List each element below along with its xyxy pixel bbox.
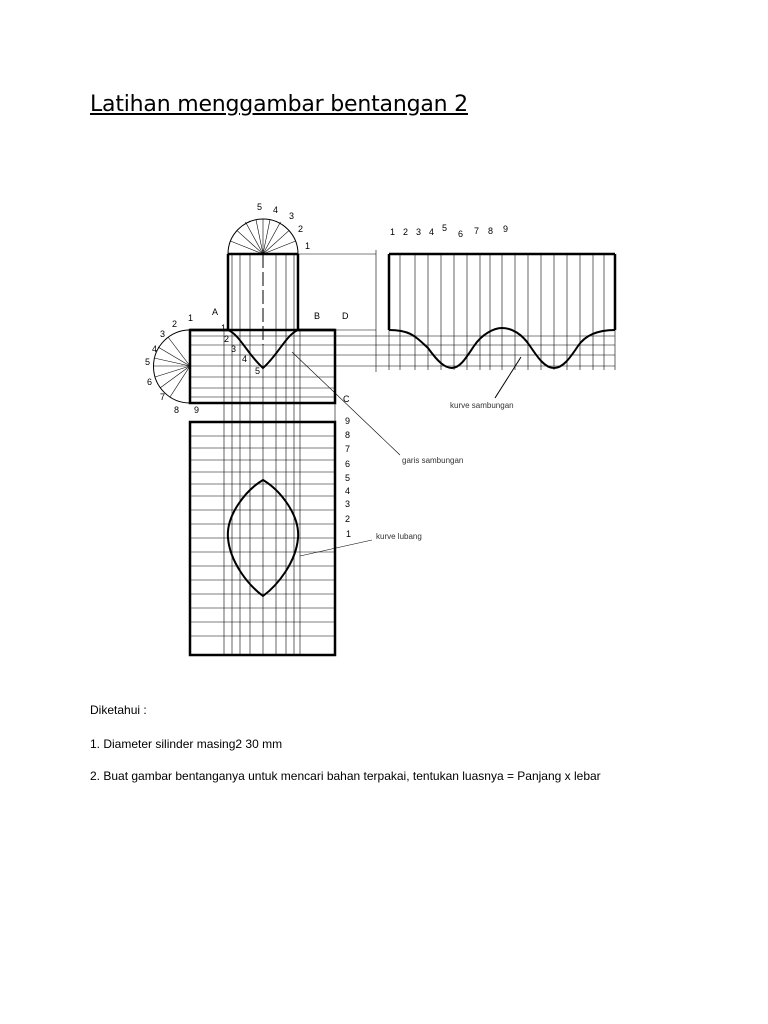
given-item-1: 1. Diameter silinder masing2 30 mm: [90, 737, 283, 751]
semicircle-number: 1: [188, 313, 194, 323]
horizontal-cylinder: [154, 330, 336, 403]
scale-number: 5: [345, 473, 351, 483]
page-title: Latihan menggambar bentangan 2: [90, 92, 468, 117]
point-labels: [212, 307, 350, 404]
point-label-a: A: [212, 307, 219, 317]
semicircle-number: 5: [145, 357, 151, 367]
given-item-2: 2. Buat gambar bentanganya untuk mencari bahan terpakai, tentukan luasnya = Panjang x lebar: [90, 769, 601, 783]
scale-number: 6: [345, 459, 351, 469]
development-number: 4: [429, 227, 435, 237]
joint-curve-caption: kurve sambungan: [450, 401, 514, 410]
hole-development: [190, 403, 335, 655]
semicircle-number: 3: [160, 329, 166, 339]
captions: [376, 401, 514, 541]
point-label-c: C: [343, 394, 350, 404]
semicircle-number: 1: [305, 241, 311, 251]
scale-number: 9: [345, 416, 351, 426]
scale-number: 4: [345, 486, 351, 496]
development-number: 1: [390, 227, 396, 237]
development-number: 2: [403, 227, 409, 237]
inner-number: 4: [242, 354, 248, 364]
development-number: 9: [503, 224, 509, 234]
inner-number: 1: [221, 323, 227, 333]
development-number: 5: [442, 223, 448, 233]
semicircle-number: 2: [298, 224, 304, 234]
semicircle-number: 4: [273, 205, 279, 215]
development-number: 6: [458, 229, 464, 239]
given-label: Diketahui :: [90, 703, 147, 717]
scale-number: 3: [345, 499, 351, 509]
semicircle-number: 6: [147, 377, 153, 387]
scale-number: 2: [345, 514, 351, 524]
inner-number: 3: [231, 344, 237, 354]
semicircle-number: 3: [289, 211, 295, 221]
hole-curve-caption: kurve lubang: [376, 532, 422, 541]
semicircle-number: 8: [174, 405, 180, 415]
scale-number: 7: [345, 444, 351, 454]
scale-number: 8: [345, 430, 351, 440]
point-label-b: B: [314, 311, 321, 321]
semicircle-number: 4: [152, 344, 158, 354]
inner-number: 5: [255, 366, 261, 376]
development-numbers: [390, 223, 508, 239]
joint-line-caption: garis sambungan: [402, 456, 464, 465]
semicircle-number: 2: [172, 319, 178, 329]
development-number: 8: [488, 226, 494, 236]
semicircle-number: 9: [194, 405, 200, 415]
vertical-cylinder: [224, 219, 300, 655]
point-label-d: D: [342, 311, 349, 321]
scale-number: 1: [346, 529, 352, 539]
development-number: 3: [416, 227, 422, 237]
cylinder-development: [376, 254, 615, 398]
semicircle-number: 5: [257, 202, 263, 212]
side-scale-numbers: [345, 416, 351, 539]
development-number: 7: [474, 226, 480, 236]
inner-number: 2: [224, 334, 230, 344]
semicircle-number: 7: [160, 392, 166, 402]
